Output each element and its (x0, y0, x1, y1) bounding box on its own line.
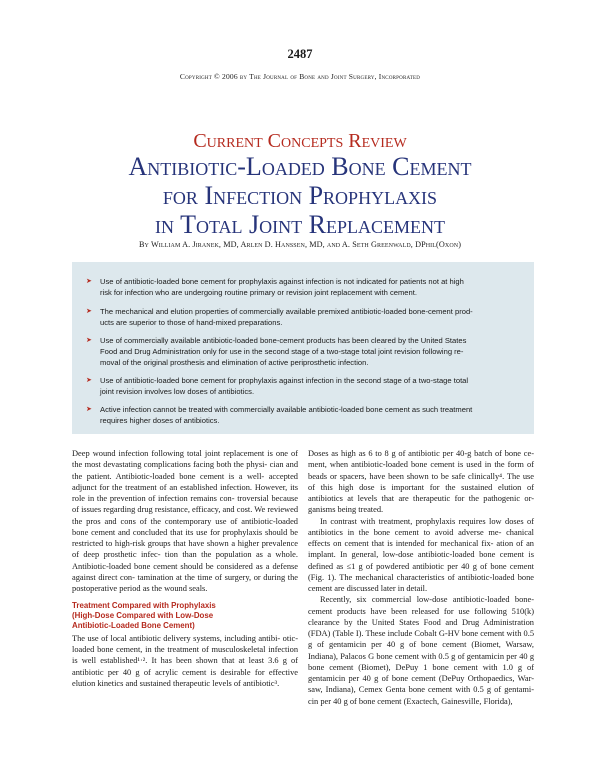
text-line: tamination at the time of surgery, or during the postoperative (72, 572, 299, 593)
text-line: of the most devastating complications facing both the physi- (72, 449, 299, 470)
key-point-line: ucts are superior to those of hand-mixed preparations. (100, 317, 283, 327)
text-line: antibiotics at levels that are therapeutic for the pathogenic or- (308, 494, 534, 503)
body-paragraph (308, 594, 534, 707)
key-point-line: joint revision involves low doses of antibiotics. (100, 386, 255, 396)
text-line: clearance by the United States Food and Drug Administration (308, 617, 534, 627)
key-point (88, 336, 518, 368)
text-line: ation of an implant. In general, low-dose antibiotic-loaded (308, 539, 534, 560)
text-line: (FDA) (Table I). These include Cobalt G-HV bone cement with (308, 629, 522, 638)
heading-line: Antibiotic-Loaded Bone Cement) (72, 621, 195, 631)
body-paragraph (308, 448, 534, 516)
text-line: accepted adjunct for the treatment of an established infection. (72, 471, 298, 492)
key-point-line: Food and Drug Administration only for use in the second stage of a two-stage total joint revision following re- (100, 346, 464, 356)
body-paragraph (308, 516, 534, 595)
key-point-line: moval of the original prosthesis and elimination of active periprosthetic infection. (100, 357, 369, 367)
title-line-1: Antibiotic-Loaded Bone Cement (128, 152, 472, 181)
text-line: g bone cement (Biomet), DePuy 1 bone cement with 1.0 g of (308, 651, 535, 672)
right-column (308, 448, 534, 707)
text-line: ment, when antibiotic-loaded bone cement is used in the form (308, 460, 524, 470)
text-line: of bone cement (Fig. 1). The mechanical characteristics of (308, 561, 534, 582)
arrow-bullet-icon: ➤ (86, 278, 92, 285)
text-line: troversial because of issues regarding drug resistance, efficacy, (72, 494, 299, 515)
text-line: saw, Indiana), Cemex Genta bone cement with 0.5 g of gentami- (308, 685, 534, 695)
text-line: use of this high dose is important for the sustained elution of (308, 471, 534, 492)
text-line: ganisms being treated. (308, 505, 384, 515)
body-paragraph (72, 448, 298, 594)
text-line: doses of antibiotics in the bone cement to avoid adverse me- (308, 516, 534, 537)
key-point-line: Use of commercially available antibiotic-loaded bone-cement products has been cleared by the United States (100, 336, 467, 345)
arrow-bullet-icon: ➤ (86, 308, 92, 315)
key-point-line: The mechanical and elution properties of commercially available premixed antibiotic-loaded bone-cement prod- (100, 307, 473, 316)
text-line: elution kinetics and sustained therapeutic levels of antibiotic³. (72, 678, 280, 688)
arrow-bullet-icon: ➤ (86, 377, 92, 384)
key-points-box (72, 262, 534, 434)
text-line: 0.5 g of gentamicin per 40 g of bone cement (Biomet, Warsaw, (308, 629, 535, 650)
page-number: 2487 (287, 47, 313, 61)
subsection-heading (72, 601, 298, 631)
text-line: cement should be considered as a defense against direct con- (72, 561, 299, 582)
text-line: Deep wound infection following total joint replacement is one (72, 449, 288, 458)
text-line: In contrast with treatment, prophylaxis requires low (320, 516, 502, 526)
arrow-bullet-icon: ➤ (86, 337, 92, 344)
copyright-line: Copyright © 2006 by The Journal of Bone and Joint Surgery, Incorporated (179, 72, 421, 81)
key-point-line: Use of antibiotic-loaded bone cement for prophylaxis against infection is not indicated for patients not at high (100, 277, 464, 286)
text-line: cement products have been released for use following 510(k) (308, 606, 534, 616)
key-point (88, 277, 518, 299)
body-paragraph (72, 633, 298, 689)
key-point (88, 405, 518, 427)
key-point (88, 307, 518, 329)
text-line: chanical effects on cement that is intended for mechanical fix- (308, 527, 534, 548)
key-point-line: Active infection cannot be treated with commercially available antibiotic-loaded bone cement as such treatment (100, 405, 473, 414)
text-line: However, its role in the prevention of infection remains con- (72, 482, 298, 503)
text-line: gentamicin per 40 g of bone cement (DePuy Orthopaedics, War- (308, 674, 534, 683)
text-line: tion than the population as a whole. Antibiotic-loaded bone (72, 550, 298, 571)
key-point (88, 376, 518, 398)
title-line-3: in Total Joint Replacement (155, 210, 445, 239)
left-column (72, 448, 298, 689)
text-line: that have shown a higher prevalence of deep prosthetic infec- (72, 539, 299, 560)
title-line-2: for Infection Prophylaxis (162, 181, 438, 210)
text-line: Doses as high as 6 to 8 g of antibiotic per 40-g batch of bone ce- (308, 449, 534, 458)
text-line: Recently, six commercial low-dose antibiotic-loaded bone- (320, 595, 534, 605)
heading-line: Treatment Compared with Prophylaxis (72, 601, 216, 611)
text-line: cin per 40 g of bone cement (Exactech, Gainesville, Florida), (308, 696, 513, 706)
text-line: infection is well established¹·². It has been shown that at least 3.6 (72, 645, 299, 666)
text-line: antibiotic-loaded bone cement are discussed later in detail. (308, 572, 534, 593)
key-point-line: Use of antibiotic-loaded bone cement for prophylaxis against infection in the second stage of a two-stage total (100, 376, 469, 385)
text-line: bone cement is defined as ≤1 g of powdered antibiotic per 40 g (308, 550, 535, 571)
key-point-line: requires higher doses of antibiotics. (100, 415, 220, 425)
article-title (0, 152, 600, 239)
text-line: The use of local antibiotic delivery systems, including antibi- (72, 633, 281, 643)
heading-line: (High-Dose Compared with Low-Dose (72, 611, 214, 621)
section-heading: Current Concepts Review (193, 130, 407, 152)
text-line: g of antibiotic per 40 g of acrylic cement is desirable for effective (72, 656, 298, 677)
text-line: use for prophylaxis should be restricted to high-risk groups (72, 527, 299, 548)
text-line: of beads or spacers, have been shown to be safe clinically⁴. The (308, 460, 534, 481)
key-point-line: risk for infection who are undergoing routine primary or revision joint replacement with cement. (100, 287, 417, 297)
text-line: otic-loaded bone cement, in the treatment of musculoskeletal (72, 633, 299, 655)
text-line: and cost. We reviewed the pros and cons of the contemporary (72, 505, 299, 526)
text-line: period as the wound seals. (119, 584, 208, 593)
text-line: Indiana), Palacos G bone cement with 0.5 g of gentamicin per 40 (308, 651, 528, 661)
author-byline: By William A. Jiranek, MD, Arlen D. Hanssen, MD, and A. Seth Greenwald, DPhil(Oxon) (138, 240, 462, 249)
arrow-bullet-icon: ➤ (86, 406, 92, 413)
text-line: use of antibiotic-loaded bone cement and concluded that its (72, 516, 298, 537)
text-line: cian and the patient. Antibiotic-loaded bone cement is a well- (72, 460, 299, 481)
